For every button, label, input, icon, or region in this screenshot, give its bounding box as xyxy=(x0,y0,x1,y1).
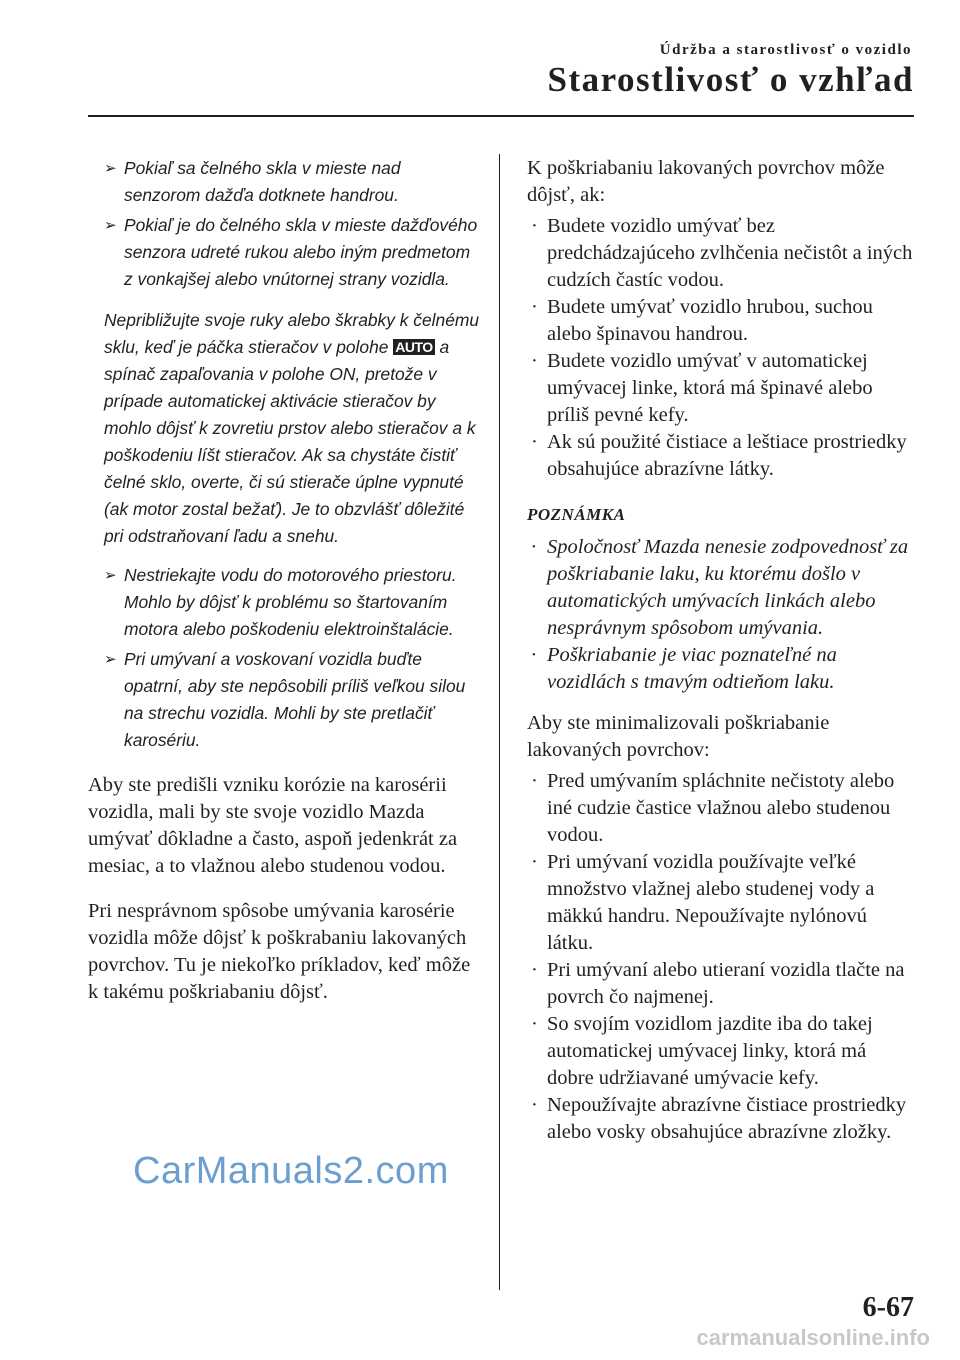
watermark-link[interactable]: CarManuals2.com xyxy=(133,1150,449,1192)
bullet-icon: · xyxy=(531,1013,538,1035)
list-item xyxy=(527,1092,917,1146)
warning-item xyxy=(88,212,480,293)
bullet-icon: · xyxy=(531,851,538,873)
list-item xyxy=(527,294,917,348)
right-column xyxy=(527,155,917,1146)
body-paragraph: Pri nesprávnom spôsobe umývania karosérie vozidla môže dôjsť k poškrabaniu lakovaných povrchov. Tu je niekoľko príkladov, keď môže k takému poškriabaniu dôjsť. xyxy=(88,900,471,1003)
warning-item-text: Nestriekajte vodu do motorového priestoru. Mohlo by dôjsť k problému so štartovaním motora alebo poškodeniu elektroinštalácie. xyxy=(124,565,457,639)
list-item xyxy=(527,957,917,1011)
list-item-text: Pred umývaním spláchnite nečistoty alebo iné cudzie častice vlažnou alebo studenou vodou. xyxy=(547,770,895,846)
bullet-icon: · xyxy=(531,536,537,558)
list-item xyxy=(527,348,917,429)
warning-item-text: Pokiaľ je do čelného skla v mieste dažďového senzora udreté rukou alebo iným predmetom z vonkajšej alebo vnútornej strany vozidla. xyxy=(124,215,478,289)
list-item xyxy=(527,1011,917,1092)
list-item-text: Budete vozidlo umývať v automatickej umývacej linke, ktorá má špinavé alebo príliš pevné kefy. xyxy=(547,350,873,426)
bullet-icon: · xyxy=(531,215,538,237)
arrow-icon: ➢ xyxy=(104,651,117,668)
bullet-icon: · xyxy=(531,296,538,318)
warning-item xyxy=(88,562,480,643)
header-divider xyxy=(88,115,914,117)
left-column xyxy=(88,155,480,1006)
warning-item-text: Pokiaľ sa čelného skla v mieste nad senzorom dažďa dotknete handrou. xyxy=(124,158,401,205)
arrow-icon: ➢ xyxy=(104,217,117,234)
bullet-icon: · xyxy=(531,1094,538,1116)
column-divider xyxy=(499,154,500,1290)
warning-block xyxy=(88,155,480,754)
page-number: 6-67 xyxy=(862,1292,914,1323)
bullet-list xyxy=(527,213,917,483)
bullet-icon: · xyxy=(531,644,537,666)
footer-watermark: carmanualsonline.info xyxy=(696,1325,930,1350)
body-paragraph: Aby ste predišli vzniku korózie na karosérii vozidla, mali by ste svoje vozidlo Mazda umývať dôkladne a často, aspoň jedenkrát za mesiac, a to vlažnou alebo studenou vodou. xyxy=(88,774,458,877)
list-item xyxy=(527,849,917,957)
list-item-text: Budete vozidlo umývať bez predchádzajúceho zvlhčenia nečistôt a iných cudzích častíc vodou. xyxy=(547,215,913,291)
bullet-icon: · xyxy=(531,350,538,372)
list-item xyxy=(527,534,917,642)
list-item-text: Ak sú použité čistiace a leštiace prostriedky obsahujúce abrazívne látky. xyxy=(547,431,907,480)
list-item-text: So svojím vozidlom jazdite iba do takej automatickej umývacej linky, ktorá má dobre udržiavané umývacie kefy. xyxy=(547,1013,873,1089)
warning-text: Nepribližujte svoje ruky alebo škrabky k čelnému sklu, keď je páčka stieračov v polohe xyxy=(104,310,480,357)
list-item-text: Budete umývať vozidlo hrubou, suchou alebo špinavou handrou. xyxy=(547,296,873,345)
list-item-text: Spoločnosť Mazda nenesie zodpovednosť za poškriabanie laku, ku ktorému došlo v automatických umývacích linkách alebo nesprávnym spôsobom umývania. xyxy=(547,536,909,639)
warning-item xyxy=(88,646,480,754)
note-heading: POZNÁMKA xyxy=(527,505,626,524)
warning-item-text: Pri umývaní a voskovaní vozidla buďte opatrní, aby ste nepôsobili príliš veľkou silou na strechu vozidla. Mohli by ste pretlačiť karosériu. xyxy=(124,649,466,750)
list-item-text: Pri umývaní alebo utieraní vozidla tlačte na povrch čo najmenej. xyxy=(547,959,905,1008)
list-item-text: Poškriabanie je viac poznateľné na vozidlách s tmavým odtieňom laku. xyxy=(547,644,837,693)
section-header: Údržba a starostlivosť o vozidlo xyxy=(659,42,912,58)
note-list xyxy=(527,534,917,696)
list-item xyxy=(527,213,917,294)
list-item xyxy=(527,768,917,849)
warning-text: a spínač zapaľovania v polohe ON, pretože v prípade automatickej aktivácie stieračov by mohlo dôjsť k zovretiu prstov alebo stieračov a k poškodeniu líšt stieračov. Ak sa chystáte čistiť čelné sklo, overte, či sú stierače úplne vypnuté (ak motor zostal bežať). Je to obzvlášť dôležité pri odstraňovaní ľadu a snehu. xyxy=(104,337,476,546)
arrow-icon: ➢ xyxy=(104,160,117,177)
bullet-icon: · xyxy=(531,770,538,792)
bullet-icon: · xyxy=(531,431,538,453)
list-item-text: Pri umývaní vozidla používajte veľké množstvo vlažnej alebo studenej vody a mäkkú handru. Nepoužívajte nylónovú látku. xyxy=(547,851,875,954)
warning-paragraph xyxy=(88,307,480,550)
list-item xyxy=(527,642,917,696)
bullet-list xyxy=(527,768,917,1146)
auto-wiper-icon: AUTO xyxy=(395,339,433,355)
page-title: Starostlivosť o vzhľad xyxy=(547,60,914,99)
body-paragraph: K poškriabaniu lakovaných povrchov môže dôjsť, ak: xyxy=(527,157,885,206)
bullet-icon: · xyxy=(531,959,538,981)
list-item xyxy=(527,429,917,483)
list-item-text: Nepoužívajte abrazívne čistiace prostriedky alebo vosky obsahujúce abrazívne zložky. xyxy=(547,1094,907,1143)
body-paragraph: Aby ste minimalizovali poškriabanie lakovaných povrchov: xyxy=(527,712,830,761)
warning-item xyxy=(88,155,480,209)
arrow-icon: ➢ xyxy=(104,567,117,584)
